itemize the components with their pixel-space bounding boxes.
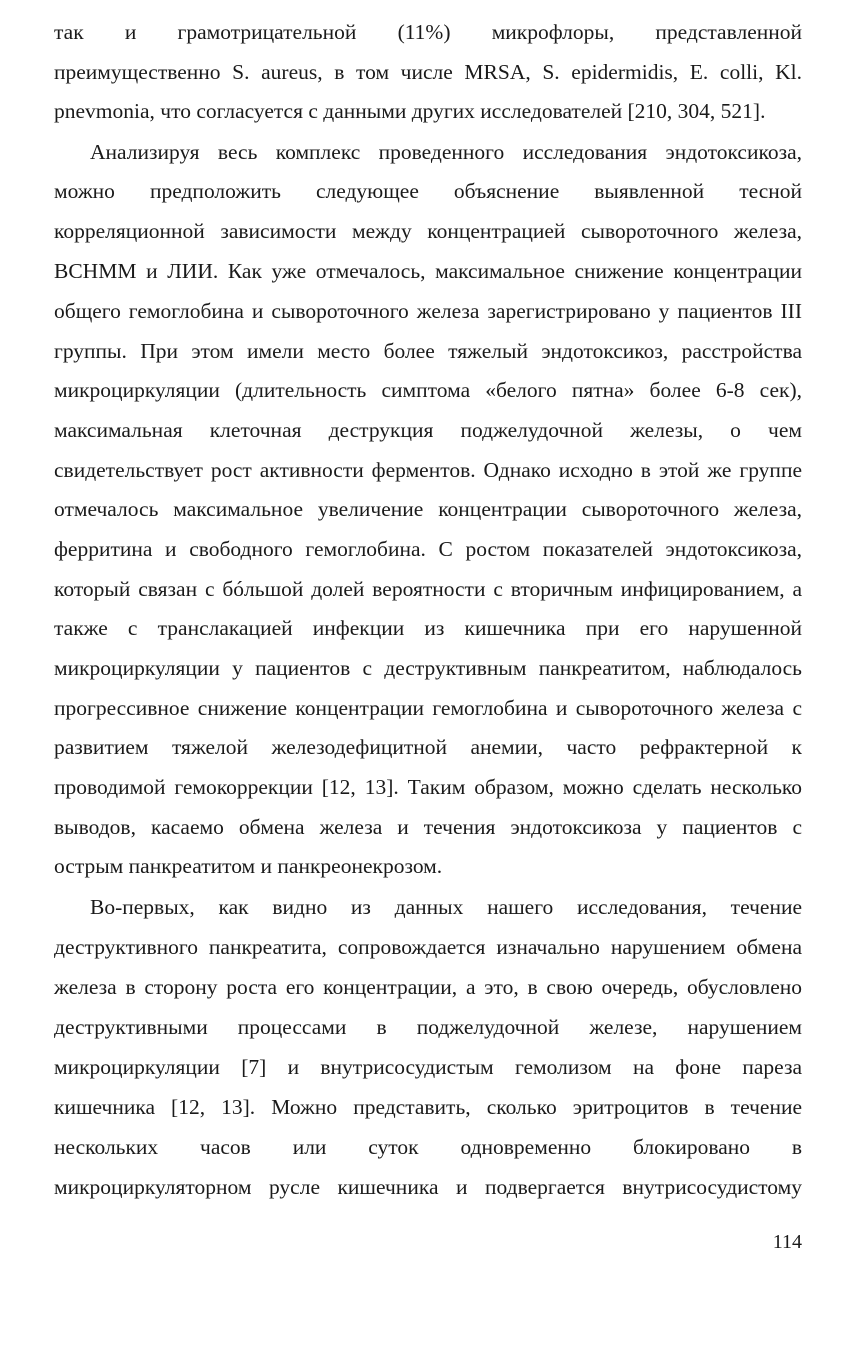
page-number: 114 [772, 1231, 802, 1253]
text-line-18: прогрессивное снижение концентрации гемоглобина и сывороточного железа с [54, 696, 802, 720]
text-line-6: корреляционной зависимости между концентрацией сывороточного железа, [54, 219, 802, 243]
text-line-8: общего гемоглобина и сывороточного железа зарегистрировано у пациентов III [54, 299, 802, 323]
text-line-9: группы. При этом имели место более тяжелый эндотоксикоз, расстройства [54, 339, 802, 363]
text-line-12: свидетельствует рост активности ферментов. Однако исходно в этой же группе [54, 458, 802, 482]
text-line-15: который связан с бóльшой долей вероятности с вторичным инфицированием, а [54, 577, 802, 601]
text-line-17: микроциркуляции у пациентов с деструктивным панкреатитом, наблюдалось [54, 656, 802, 680]
text-line-25: железа в сторону роста его концентрации, а это, в свою очередь, обусловлено [54, 975, 802, 999]
text-line-22: острым панкреатитом и панкреонекрозом. [54, 854, 443, 878]
text-line-16: также с транслакацией инфекции из кишечника при его нарушенной [54, 616, 802, 640]
text-line-5: можно предположить следующее объяснение выявленной тесной [54, 179, 802, 203]
text-line-10: микроциркуляции (длительность симптома «белого пятна» более 6-8 сек), [54, 378, 802, 402]
text-line-21: выводов, касаемо обмена железа и течения эндотоксикоза у пациентов с [54, 815, 802, 839]
text-line-7: ВСНММ и ЛИИ. Как уже отмечалось, максимальное снижение концентрации [54, 259, 802, 283]
text-line-13: отмечалось максимальное увеличение концентрации сывороточного железа, [54, 497, 802, 521]
text-line-20: проводимой гемокоррекции [12, 13]. Таким образом, можно сделать несколько [54, 775, 802, 799]
text-line-24: деструктивного панкреатита, сопровождается изначально нарушением обмена [54, 935, 802, 959]
text-line-29: нескольких часов или суток одновременно блокировано в [54, 1135, 802, 1159]
text-line-2: преимущественно S. aureus, в том числе MRSA, S. epidermidis, E. colli, Kl. [54, 60, 802, 84]
text-line-23: Во-первых, как видно из данных нашего исследования, течение [90, 895, 802, 919]
text-line-19: развитием тяжелой железодефицитной анемии, часто рефрактерной к [54, 735, 802, 759]
text-line-11: максимальная клеточная деструкция поджелудочной железы, о чем [54, 418, 802, 442]
text-line-4: Анализируя весь комплекс проведенного исследования эндотоксикоза, [90, 140, 802, 164]
text-line-27: микроциркуляции [7] и внутрисосудистым гемолизом на фоне пареза [54, 1055, 802, 1079]
text-line-14: ферритина и свободного гемоглобина. С ростом показателей эндотоксикоза, [54, 537, 802, 561]
text-line-1: так и грамотрицательной (11%) микрофлоры, представленной [54, 20, 802, 44]
text-line-26: деструктивными процессами в поджелудочной железе, нарушением [54, 1015, 802, 1039]
text-line-28: кишечника [12, 13]. Можно представить, сколько эритроцитов в течение [54, 1095, 802, 1119]
text-line-30: микроциркуляторном русле кишечника и подвергается внутрисосудистому [54, 1175, 802, 1199]
text-line-3: pnevmonia, что согласуется с данными других исследователей [210, 304, 521]. [54, 99, 766, 123]
